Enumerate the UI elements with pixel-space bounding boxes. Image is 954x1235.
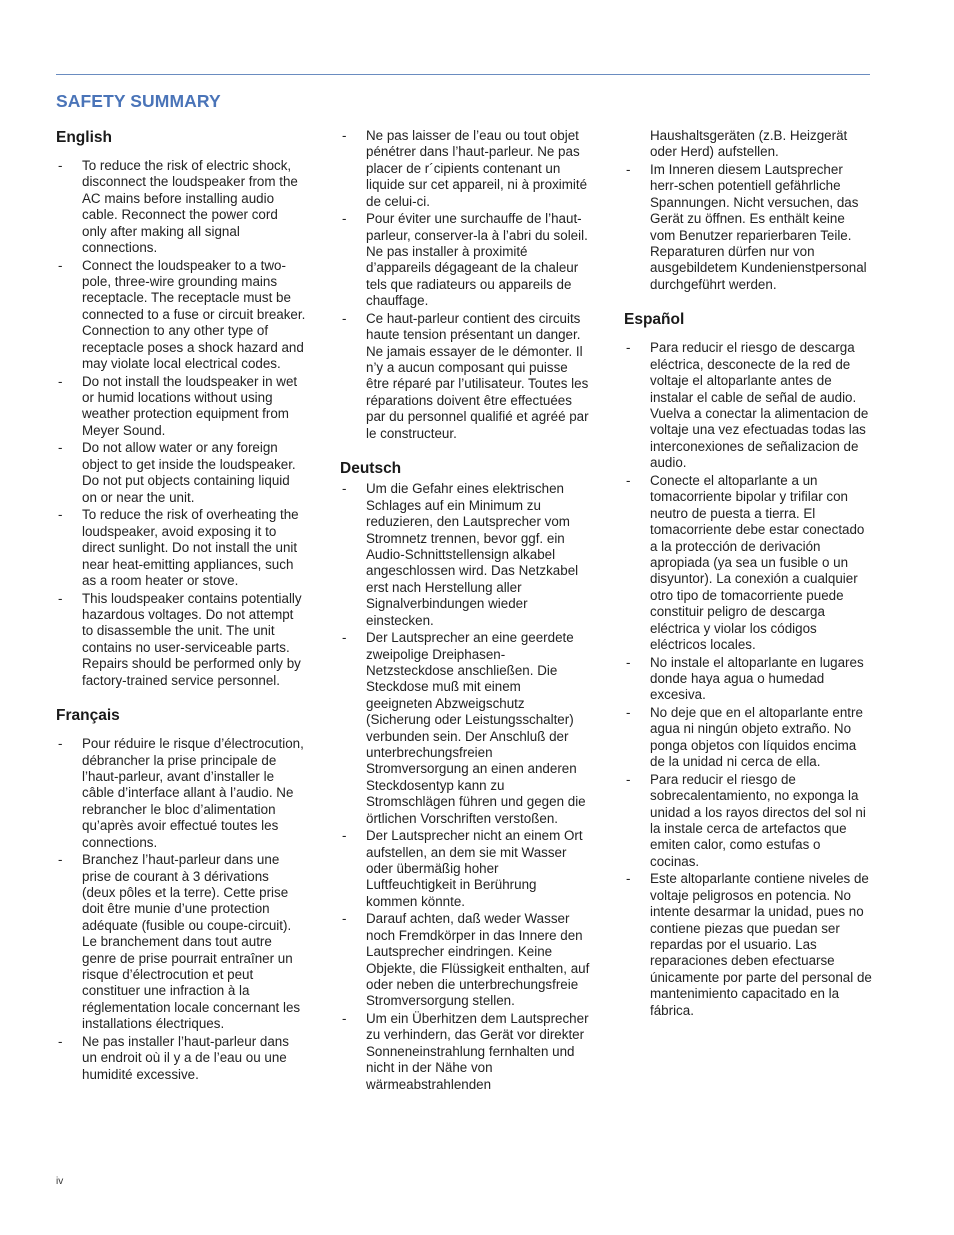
list-francais-part2 — [340, 128, 590, 442]
page-number: iv — [56, 1176, 64, 1187]
list-item: - Ce haut-parleur contient des circuits haute tension présentant un danger. Ne jamais essayer de le démonter. Il n’y a aucun composant qui puisse être réparé par l’utilisateur. Toutes les réparations doivent être effectuées par du personnel qualifié et agréé par le constructeur. — [340, 311, 590, 442]
list-english — [56, 158, 306, 689]
section-heading-deutsch: Deutsch — [340, 460, 402, 478]
column-2 — [340, 125, 590, 1094]
list-item: - Branchez l’haut-parleur dans une prise de courant à 3 dérivations (deux pôles et la terre). Cette prise doit être munie d’une protection adéquate (fusible ou coupe-circuit). Le branchement dans tout autre genre de prise pourrait entraîner un risque d’électrocution et peut constituer une infraction à la réglementation locale concernant les installations électriques. — [56, 852, 306, 1032]
column-3 — [624, 125, 872, 1020]
list-deutsch-part2 — [624, 128, 872, 293]
list-item: - Ne pas laisser de l’eau ou tout objet pénétrer dans l’haut-parleur. Ne pas placer de r´cipients contenant un liquide sur cet appareil, ni à proximité de celui-ci. — [340, 128, 590, 210]
list-item: - Darauf achten, daß weder Wasser noch Fremdkörper in das Innere den Lautsprecher eindringen. Keine Objekte, die Flüssigkeit enthalten, auf oder neben die unterbrechungsfreie Stromversorgung stellen. — [340, 911, 590, 1009]
list-item: - Conecte el altoparlante a un tomacorriente bipolar y trifilar con neutro de puesta a tierra. El tomacorriente debe estar conectado a la protección de derivación apropiada (ya sea un fusible o un disyuntor). La conexión a cualquier otro tipo de tomacorriente puede constituir peligro de descarga eléctrica y violar los códigos eléctricos locales. — [624, 473, 872, 653]
list-item: - To reduce the risk of overheating the loudspeaker, avoid exposing it to direct sunlight. Do not install the unit near heat-emitting appliances, such as a room heater or stove. — [56, 507, 306, 589]
list-deutsch-part1 — [340, 481, 590, 1093]
list-item: - Do not install the loudspeaker in wet or humid locations without using weather protection equipment from Meyer Sound. — [56, 374, 306, 440]
list-item: - Este altoparlante contiene niveles de voltaje peligrosos en potencia. No intente desarmar la unidad, pues no contiene piezas que puedan ser repardas por el usuario. Las reparaciones deben efectuarse únicamente por parte del personal de mantenimiento capacitado en la fábrica. — [624, 871, 872, 1019]
list-item: - To reduce the risk of electric shock, disconnect the loudspeaker from the AC mains before installing audio cable. Reconnect the power cord only after making all signal connections. — [56, 158, 306, 256]
list-item: - Im Inneren diesem Lautsprecher herr-schen potentiell gefährliche Spannungen. Nicht versuchen, das Gerät zu öffnen. Es enthält keine vom Benutzer reparierbaren Teile. Reparaturen dürfen nur von ausgebildetem Kundenienstpersonal durchgeführt werden. — [624, 162, 872, 293]
section-heading-english: English — [56, 129, 112, 146]
list-item: - Um die Gefahr eines elektrischen Schlages auf ein Minimum zu reduzieren, den Lautsprecher vom Stromnetz trennen, bevor ggf. ein Audio-Schnittstellensign alkabel angeschlossen wird. Das Netzkabel erst nach Herstellung aller Signalverbindungen wieder einstecken. — [340, 481, 590, 629]
list-item-continued: Haushaltsgeräten (z.B. Heizgerät oder Herd) aufstellen. — [650, 128, 848, 160]
list-item: - Pour éviter une surchauffe de l’haut-parleur, conserver-la à l’abri du soleil. Ne pas installer à proximité d’appareils dégageant de la chaleur tels que radiateurs ou appareils de chauffage. — [340, 211, 590, 309]
list-espanol — [624, 340, 872, 1019]
section-heading-espanol: Español — [624, 311, 685, 329]
list-item: - Ne pas installer l’haut-parleur dans un endroit où il y a de l’eau ou une humidité excessive. — [56, 1034, 306, 1083]
list-item: - Do not allow water or any foreign object to get inside the loudspeaker. Do not put objects containing liquid on or near the unit. — [56, 440, 306, 506]
list-item: - This loudspeaker contains potentially hazardous voltages. Do not attempt to disassemble the unit. The unit contains no user-serviceable parts. Repairs should be performed only by factory-trained service personnel. — [56, 591, 306, 689]
list-item: - Pour réduire le risque d’électrocution, débrancher la prise principale de l’haut-parleur, avant d’installer le câble d’interface allant à l’audio. Ne rebrancher le bloc d’alimentation qu’après avoir effectué toutes les connections. — [56, 736, 306, 851]
header-rule — [56, 74, 870, 75]
list-item: - No instale el altoparlante en lugares donde haya agua o humedad excesiva. — [624, 655, 872, 704]
list-item: - Connect the loudspeaker to a two-pole, three-wire grounding mains receptacle. The receptacle must be connected to a fuse or circuit breaker. Connection to any other type of receptacle poses a shock hazard and may violate local electrical codes. — [56, 258, 306, 373]
list-item: - No deje que en el altoparlante entre agua ni ningún objeto extraño. No ponga objetos con líquidos encima de la unidad ni cerca de ella. — [624, 705, 872, 771]
list-francais-part1 — [56, 736, 306, 1083]
list-item: - Der Lautsprecher an eine geerdete zweipolige Dreiphasen-Netzsteckdose anschließen. Die Steckdose muß mit einem geeigneten Abzweigschutz (Sicherung oder Leistungsschalter) verbunden sein. Der Anschluß der unterbrechungsfreien Stromversorgung an einen anderen Steckdosentyp kann zu Stromschlägen führen und gegen die örtlichen Vorschriften verstoßen. — [340, 630, 590, 827]
list-item: - Der Lautsprecher nicht an einem Ort aufstellen, an dem sie mit Wasser oder übermäßig hoher Luftfeuchtigkeit in Berührung kommen könnte. — [340, 828, 590, 910]
list-item: - Para reducir el riesgo de sobrecalentamiento, no exponga la unidad a los rayos directos del sol ni la instale cerca de artefactos que emiten calor, como estufas o cocinas. — [624, 772, 872, 870]
page-title: SAFETY SUMMARY — [56, 91, 221, 111]
list-item: - Para reducir el riesgo de descarga eléctrica, desconecte de la red de voltaje el altoparlante antes de instalar el cable de señal de audio. Vuelva a conectar la alimentacion de voltaje una vez efectuadas todas las interconexiones de señalizacion de audio. — [624, 340, 872, 471]
list-item: - Um ein Überhitzen dem Lautsprecher zu verhindern, das Gerät vor direkter Sonneneinstrahlung fernhalten und nicht in der Nähe von wärmeabstrahlenden — [340, 1011, 590, 1093]
section-heading-francais: Français — [56, 707, 120, 725]
column-1 — [56, 125, 306, 1084]
